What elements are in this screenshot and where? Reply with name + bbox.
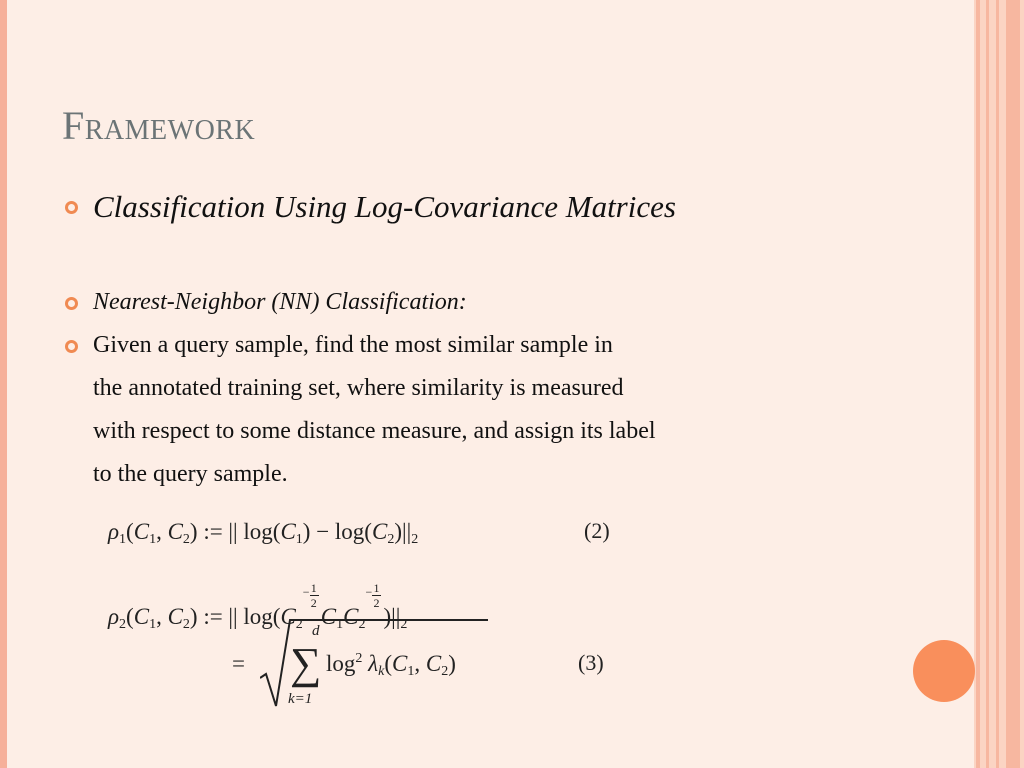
equation-3-number: (3) <box>578 650 604 675</box>
equation-3-line-1 <box>108 572 528 632</box>
paragraph-line: the annotated training set, where similarity is measured <box>93 375 624 401</box>
right-stripes-decoration <box>974 0 1024 768</box>
equation-3-lhs: $\rho_2(C_1$, $C_2$) := || $\log(C_2$ − 1 2 $C_1C_2$ − 1 2 )$||_2$ <box>108 581 408 632</box>
section-heading: Classification Using Log-Covariance Matrices <box>93 189 676 224</box>
equation-3-rhs: $\log^2 \lambda_k(C_1$, $C_2$) <box>326 651 456 679</box>
equation-3-line-2: = d ∑ k=1 $\log^2 \lambda_k(C_1$, $C_2$) (3) <box>228 612 628 712</box>
accent-circle <box>913 640 975 702</box>
paragraph-line: Given a query sample, find the most similar sample in <box>93 332 613 358</box>
slide-title: Framework <box>62 103 256 148</box>
subheading: Nearest-Neighbor (NN) Classification: <box>93 289 467 315</box>
description-paragraph <box>93 329 883 501</box>
left-border-decoration <box>0 0 7 768</box>
bullet-icon <box>65 201 78 214</box>
summation-symbol: ∑ <box>290 639 322 688</box>
paragraph-line: to the query sample. <box>93 461 288 487</box>
equation-2-number: (2) <box>584 518 610 543</box>
bullet-icon <box>65 340 78 353</box>
paragraph-line: with respect to some distance measure, and assign its label <box>93 418 656 444</box>
bullet-icon <box>65 297 78 310</box>
equation-2-body: $\rho_1(C_1$, $C_2$) := || $\log(C_1) - \log(C_2)||_2$ <box>108 519 419 547</box>
equation-2 <box>108 518 628 550</box>
